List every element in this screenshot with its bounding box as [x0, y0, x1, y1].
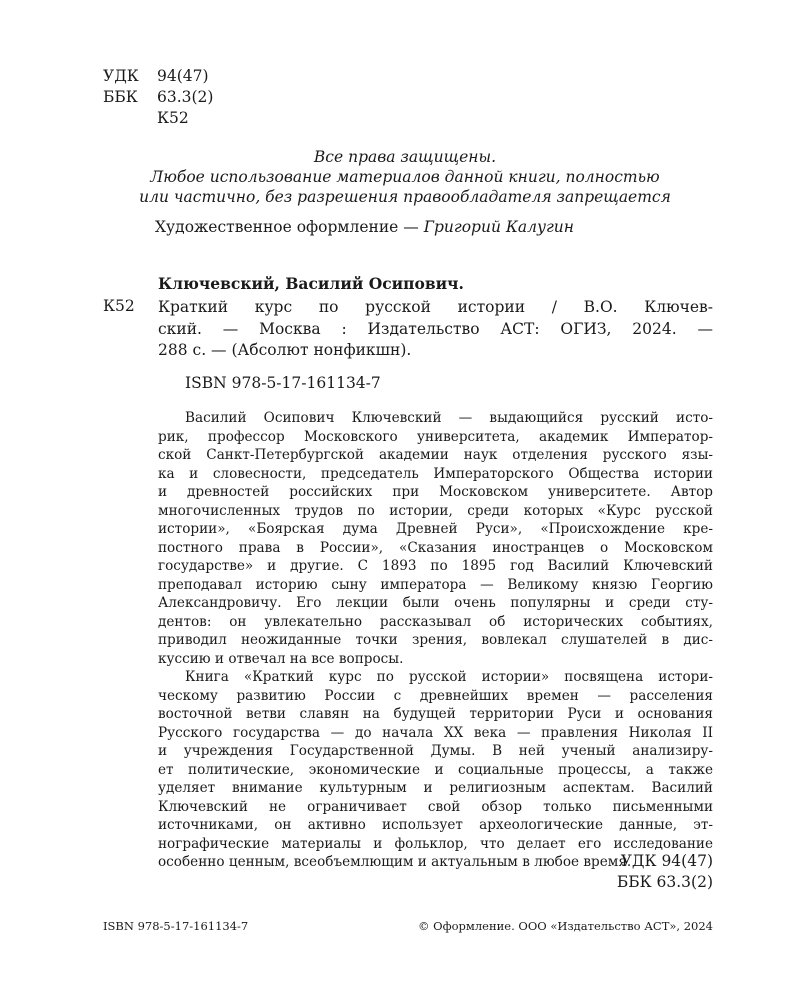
annotation-line: приводил неожиданные точки зрения, вовлекал слушателей в дис- [158, 632, 713, 648]
biblio-line: Краткий курс по русской истории / В.О. Ключев- [158, 298, 713, 316]
rights-line: Все права защищены. [313, 148, 497, 166]
biblio-line: 288 с. — (Абсолют нонфикшн). [158, 341, 412, 359]
annotation-line: ческому развитию России с древнейших времен — расселения [158, 687, 713, 704]
author-mark-top: К52 [157, 109, 189, 127]
annotation-line: источниками, он активно использует археологические данные, эт- [158, 817, 713, 833]
annotation-line: истории», «Боярская дума Древней Руси», «Происхождение кре- [158, 521, 713, 537]
annotation-line: и древностей российских при Московском университете. Автор [158, 484, 713, 500]
annotation [158, 409, 713, 872]
biblio-line: ский. — Москва : Издательство АСТ: ОГИЗ, 2024. — [158, 319, 713, 338]
annotation-line: восточной ветви славян на будущей территории Руси и основания [158, 706, 713, 722]
annotation-line: государстве» и другие. С 1893 по 1895 год Василий Ключевский [158, 558, 713, 574]
classification-codes-top [103, 66, 213, 129]
udk-bottom: УДК 94(47) [620, 852, 713, 870]
annotation-line: куссию и отвечал на все вопросы. [158, 650, 404, 667]
annotation-line: уделяет внимание культурным и религиозным аспектам. Василий [158, 780, 713, 796]
annotation-line: рик, профессор Московского университета, академик Император- [158, 428, 713, 445]
bbk-value: 63.3(2) [157, 88, 214, 106]
design-credit [155, 218, 574, 236]
annotation-line: Александровичу. Его лекции были очень популярны и среди сту- [158, 595, 713, 611]
annotation-line: ка и словесности, председатель Императорского Общества истории [158, 465, 713, 482]
bbk-label: ББК [103, 88, 138, 106]
annotation-line: ской Санкт-Петербургской академии наук отделения русского язы- [158, 447, 713, 463]
isbn: ISBN 978-5-17-161134-7 [185, 374, 381, 392]
annotation-line: Ключевский не ограничивает свой обзор только письменными [158, 798, 713, 815]
rights-line: или частично, без разрешения правообладателя запрещается [139, 188, 671, 206]
design-label: Художественное оформление — [155, 218, 419, 236]
author-heading: Ключевский, Василий Осипович. [158, 274, 464, 293]
annotation-line: особенно ценным, всеобъемлющим и актуальным в любое время. [158, 854, 632, 870]
classification-codes-bottom [560, 851, 713, 893]
annotation-line: нографические материалы и фольклор, что делает его исследование [158, 835, 713, 852]
annotation-line: Русского государства — до начала XX века — правления Николая II [158, 724, 713, 741]
udk-row [103, 66, 213, 87]
bbk-row [103, 87, 213, 108]
author-mark-left: К52 [103, 297, 135, 315]
bbk-bottom: ББК 63.3(2) [616, 873, 713, 891]
rights-line: Любое использование материалов данной книги, полностью [150, 168, 660, 186]
annotation-line: Василий Осипович Ключевский — выдающийся русский исто- [185, 410, 713, 426]
annotation-line: постного права в России», «Сказания иностранцев о Московском [158, 539, 713, 556]
annotation-line: и учреждения Государственной Думы. В ней ученый анализиру- [158, 743, 713, 759]
design-artist: Григорий Калугин [423, 218, 574, 236]
footer-copyright: © Оформление. ООО «Издательство АСТ», 2024 [418, 919, 713, 933]
annotation-line: многочисленных трудов по истории, среди которых «Курс русской [158, 502, 713, 519]
annotation-line: преподавал историю сыну императора — Великому князю Георгию [158, 576, 713, 593]
bibliographic-description [158, 297, 713, 362]
annotation-line: Книга «Краткий курс по русской истории» посвящена истори- [185, 669, 713, 685]
annotation-line: ет политические, экономические и социальные процессы, а также [158, 761, 713, 778]
udk-value: 94(47) [157, 67, 209, 85]
footer-isbn: ISBN 978-5-17-161134-7 [103, 919, 249, 933]
rights-notice [100, 147, 710, 207]
udk-label: УДК [103, 67, 139, 85]
annotation-line: дентов: он увлекательно рассказывал об исторических событиях, [158, 613, 713, 630]
